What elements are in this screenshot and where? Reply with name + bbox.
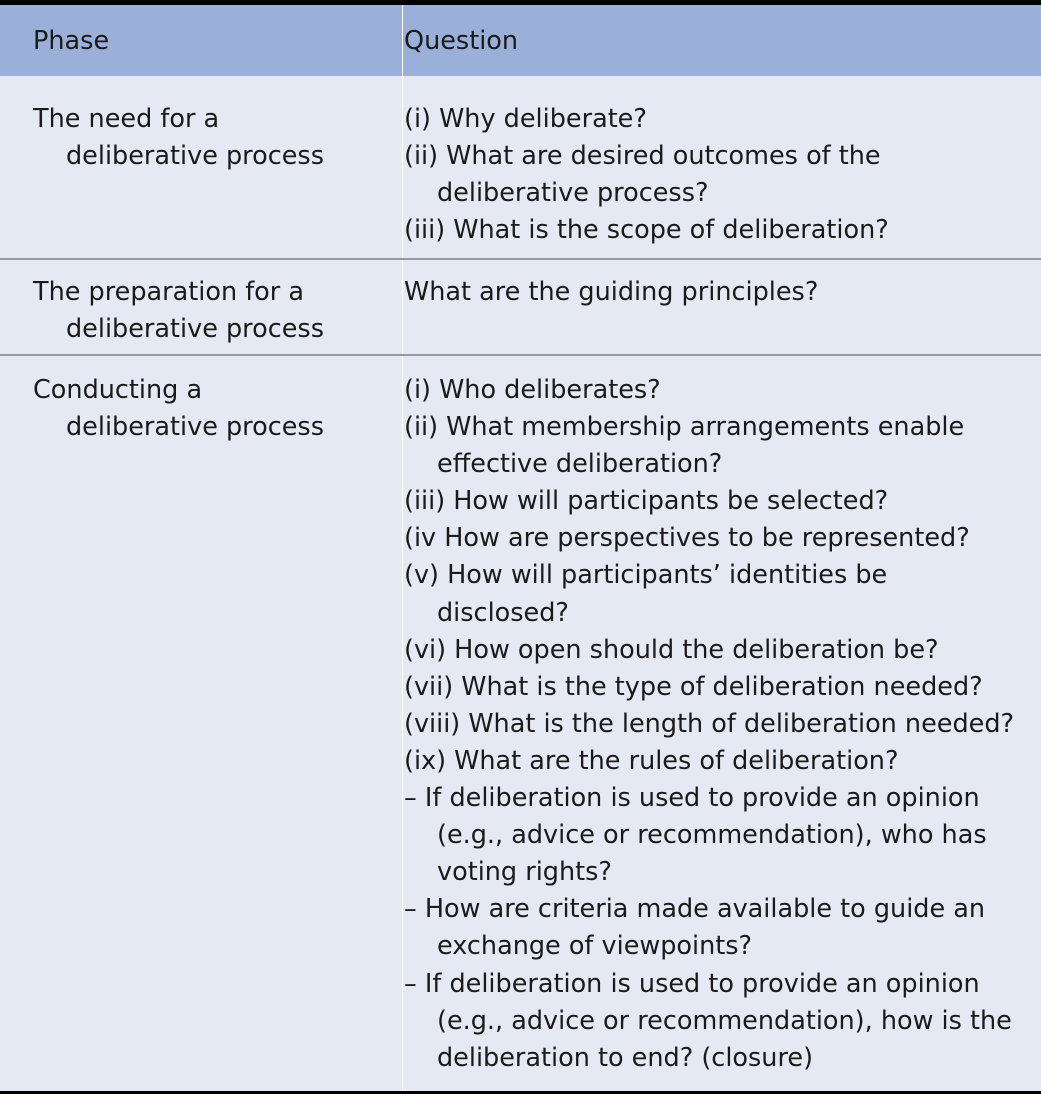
- row-2-phase-line-2: deliberative process: [66, 314, 324, 345]
- question-item: What are the guiding principles?: [404, 277, 819, 307]
- row-3-phase-line-1: Conducting a: [33, 375, 203, 405]
- question-item: (ix) What are the rules of deliberation?: [404, 745, 899, 776]
- row-2-phase: [33, 274, 324, 348]
- header-phase: Phase: [33, 26, 110, 56]
- question-item: (viii) What is the length of deliberation needed?: [404, 708, 1015, 739]
- question-item: (vii) What is the type of deliberation needed?: [404, 671, 983, 702]
- question-item: (iii) How will participants be selected?: [404, 486, 889, 517]
- question-item: (iii) What is the scope of deliberation?: [404, 215, 889, 246]
- question-item-continuation: exchange of viewpoints?: [437, 931, 753, 962]
- question-subitem: – If deliberation is used to provide an opinion: [404, 783, 980, 814]
- row-1-phase-line-2: deliberative process: [66, 141, 324, 172]
- table-header-row: [0, 5, 1041, 76]
- row-2-phase-line-1: The preparation for a: [33, 277, 304, 307]
- question-item-continuation: deliberative process?: [437, 178, 709, 209]
- row-separator: [0, 258, 1041, 260]
- row-separator: [0, 354, 1041, 356]
- row-2-question: [404, 274, 818, 311]
- question-item: (v) How will participants’ identities be: [404, 560, 888, 591]
- row-1-question: [404, 101, 889, 249]
- question-item-continuation: deliberation to end? (closure): [437, 1042, 814, 1073]
- question-item: (ii) What membership arrangements enable: [404, 412, 965, 443]
- question-subitem: – If deliberation is used to provide an opinion: [404, 968, 980, 999]
- question-item: (ii) What are desired outcomes of the: [404, 141, 881, 172]
- row-1-phase-line-1: The need for a: [33, 104, 220, 134]
- question-item-continuation: disclosed?: [437, 597, 569, 628]
- header-question: Question: [404, 26, 519, 56]
- row-3-phase: [33, 372, 324, 446]
- question-item-continuation: (e.g., advice or recommendation), who has: [437, 820, 987, 851]
- question-item: (i) Why deliberate?: [404, 104, 647, 134]
- table-bottom-rule: [0, 1091, 1041, 1094]
- question-item: (iv How are perspectives to be represented?: [404, 523, 970, 554]
- question-item: (i) Who deliberates?: [404, 375, 661, 405]
- question-subitem: – How are criteria made available to guide an: [404, 894, 986, 925]
- row-1-phase: [33, 101, 324, 175]
- column-divider: [402, 5, 403, 1091]
- row-3-question: [404, 372, 1014, 1077]
- question-item-continuation: effective deliberation?: [437, 449, 723, 480]
- question-item: (vi) How open should the deliberation be?: [404, 634, 939, 665]
- question-item-continuation: voting rights?: [437, 857, 612, 888]
- row-3-phase-line-2: deliberative process: [66, 412, 324, 443]
- question-item-continuation: (e.g., advice or recommendation), how is the: [437, 1005, 1012, 1036]
